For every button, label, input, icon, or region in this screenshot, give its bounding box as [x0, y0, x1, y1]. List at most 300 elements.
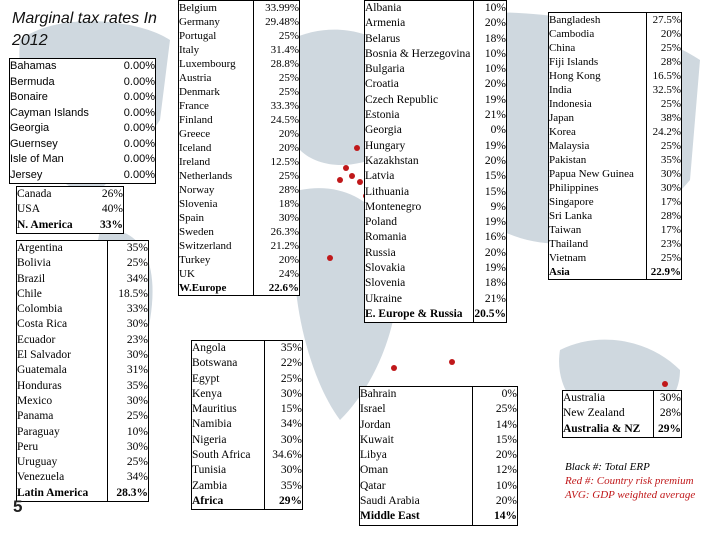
table-row	[360, 448, 517, 463]
country-name: Taiwan	[549, 224, 582, 236]
country-name: Lithuania	[365, 185, 410, 198]
table-row	[17, 394, 148, 409]
tax-rate: 0.00%	[123, 168, 155, 181]
table-row	[10, 75, 155, 91]
table-row	[360, 494, 517, 509]
tax-rate: 27.5%	[646, 13, 681, 27]
country-name: South Africa	[192, 449, 251, 462]
country-name: Hungary	[365, 139, 406, 152]
tax-rate: 28%	[646, 209, 681, 223]
table-row	[365, 108, 506, 123]
legend-country-risk: Red #: Country risk premium	[565, 475, 694, 487]
tax-rate: 29%	[654, 422, 681, 437]
country-name: Argentina	[17, 242, 63, 254]
country-name: Colombia	[17, 303, 63, 316]
table-row	[17, 379, 148, 394]
latin-america-table	[16, 240, 149, 502]
table-row	[179, 113, 299, 127]
tax-rate: 28.8%	[254, 57, 299, 71]
tax-rate: 32.5%	[646, 83, 681, 97]
tax-rate: 25%	[254, 29, 299, 43]
tax-rate: 25%	[646, 139, 681, 153]
tax-rate: 15%	[265, 402, 302, 417]
tax-rate: 33.99%	[254, 1, 299, 15]
country-name: Ukraine	[365, 292, 403, 305]
tax-rate: 34.6%	[265, 448, 302, 463]
marker-dot	[354, 145, 360, 151]
table-row	[549, 13, 681, 27]
table-row	[549, 195, 681, 209]
country-name: Zambia	[192, 479, 228, 492]
table-row	[365, 32, 506, 47]
table-row	[549, 237, 681, 251]
tax-rate: 14%	[473, 509, 517, 524]
country-name: Bolivia	[17, 257, 51, 270]
country-name: Fiji Islands	[549, 56, 599, 68]
tax-rate: 33%	[100, 218, 123, 231]
country-name: Mexico	[17, 394, 53, 407]
tax-rate: 34%	[107, 272, 148, 287]
table-row	[17, 256, 148, 271]
country-name: New Zealand	[563, 407, 625, 420]
table-row	[549, 181, 681, 195]
table-row	[365, 47, 506, 62]
tax-rate: 9%	[473, 200, 506, 215]
country-name: Kenya	[192, 387, 223, 400]
tax-rate: 16%	[473, 230, 506, 245]
tax-rate: 20%	[473, 77, 506, 92]
table-row	[192, 417, 302, 432]
country-name: Mauritius	[192, 403, 237, 416]
country-name: Brazil	[17, 272, 46, 285]
table-row	[17, 409, 148, 424]
tax-rate: 20%	[254, 141, 299, 155]
tax-rate: 30%	[265, 463, 302, 478]
table-row	[192, 356, 302, 371]
table-row	[179, 267, 299, 281]
table-row	[549, 223, 681, 237]
country-name: Malaysia	[549, 140, 590, 152]
marker-dot	[337, 177, 343, 183]
table-row	[365, 185, 506, 200]
western-europe-table	[178, 0, 300, 296]
table-row	[549, 139, 681, 153]
tax-rate: 31.4%	[254, 43, 299, 57]
table-row	[365, 16, 506, 31]
table-row	[17, 287, 148, 302]
table-row	[549, 251, 681, 265]
table-row	[179, 183, 299, 197]
country-name: Bulgaria	[365, 63, 405, 76]
country-name: Sri Lanka	[549, 210, 593, 222]
tax-rate: 0.00%	[123, 91, 155, 103]
table-row	[549, 97, 681, 111]
tax-rate: 14%	[473, 418, 517, 433]
country-name: France	[179, 100, 209, 112]
table-row	[179, 85, 299, 99]
table-row	[179, 239, 299, 253]
table-row	[17, 455, 148, 470]
table-row	[192, 341, 302, 356]
tax-rate: 30%	[646, 181, 681, 195]
table-row	[549, 55, 681, 69]
tax-rate: 0.00%	[123, 137, 155, 150]
table-row	[192, 433, 302, 448]
tax-rate: 22%	[265, 356, 302, 371]
country-name: Namibia	[192, 418, 232, 431]
table-row	[549, 153, 681, 167]
tax-rate: 23%	[107, 333, 148, 348]
tax-rate: 30%	[107, 317, 148, 332]
country-name: Slovenia	[365, 277, 406, 290]
country-name: Montenegro	[365, 200, 422, 213]
country-name: Estonia	[365, 109, 400, 122]
country-name: Czech Republic	[365, 93, 439, 106]
table-row	[10, 137, 155, 153]
country-name: Greece	[179, 128, 211, 140]
tax-rate: 31%	[107, 363, 148, 378]
table-row	[365, 230, 506, 245]
table-row	[365, 261, 506, 276]
table-row	[365, 1, 506, 16]
country-name: Canada	[17, 188, 52, 200]
tax-rate: 0%	[473, 123, 506, 138]
country-name: Latin America	[17, 486, 89, 499]
country-name: Turkey	[179, 254, 211, 266]
country-name: Luxembourg	[179, 58, 236, 70]
table-row	[17, 363, 148, 378]
tax-rate: 35%	[107, 379, 148, 394]
tax-rate: 25%	[646, 41, 681, 55]
table-row	[179, 71, 299, 85]
offshore-table	[9, 58, 156, 184]
country-name: Bahrain	[360, 388, 397, 400]
table-row	[563, 406, 681, 421]
table-row	[10, 106, 155, 122]
table-row	[17, 187, 123, 202]
tax-rate: 17%	[646, 195, 681, 209]
tax-rate: 0.00%	[123, 60, 155, 72]
table-row	[365, 77, 506, 92]
country-name: Ecuador	[17, 333, 56, 346]
tax-rate: 38%	[646, 111, 681, 125]
table-row	[17, 302, 148, 317]
country-name: Cayman Islands	[10, 106, 89, 119]
tax-rate: 30%	[265, 433, 302, 448]
country-name: Austria	[179, 72, 212, 84]
region-summary-row	[179, 281, 299, 295]
tax-rate: 0.00%	[123, 106, 155, 119]
table-row	[549, 41, 681, 55]
africa-table	[191, 340, 303, 510]
country-name: Paraguay	[17, 425, 60, 438]
table-row	[179, 99, 299, 113]
country-name: Bahamas	[10, 60, 57, 72]
table-row	[10, 168, 155, 184]
tax-rate: 20%	[646, 27, 681, 41]
tax-rate: 19%	[473, 215, 506, 230]
country-name: Papua New Guinea	[549, 168, 634, 180]
tax-rate: 12%	[473, 463, 517, 478]
tax-rate: 21%	[473, 108, 506, 123]
table-row	[365, 246, 506, 261]
country-name: Finland	[179, 114, 213, 126]
table-row	[360, 402, 517, 417]
tax-rate: 20.5%	[473, 307, 506, 322]
country-name: Honduras	[17, 379, 62, 392]
table-row	[17, 333, 148, 348]
north-america-table	[16, 186, 124, 234]
tax-rate: 18%	[254, 197, 299, 211]
table-row	[563, 391, 681, 406]
table-row	[192, 372, 302, 387]
tax-rate: 25%	[254, 85, 299, 99]
country-name: Tunisia	[192, 464, 227, 477]
legend-total-erp: Black #: Total ERP	[565, 461, 650, 473]
country-name: Bermuda	[10, 75, 55, 88]
tax-rate: 20%	[473, 448, 517, 463]
country-name: Denmark	[179, 86, 220, 98]
table-row	[17, 241, 148, 256]
tax-rate: 24%	[254, 267, 299, 281]
country-name: Saudi Arabia	[360, 495, 420, 508]
country-name: Spain	[179, 212, 205, 224]
table-row	[360, 479, 517, 494]
tax-rate: 35%	[646, 153, 681, 167]
table-row	[365, 139, 506, 154]
tax-rate: 21%	[473, 292, 506, 307]
tax-rate: 0.00%	[123, 122, 155, 134]
tax-rate: 0.00%	[123, 153, 155, 165]
tax-rate: 25%	[646, 251, 681, 265]
table-row	[179, 253, 299, 267]
table-row	[17, 348, 148, 363]
tax-rate: 25%	[254, 169, 299, 183]
country-name: Qatar	[360, 479, 386, 492]
tax-rate: 26.3%	[254, 225, 299, 239]
country-name: Libya	[360, 449, 387, 462]
table-row	[192, 387, 302, 402]
table-row	[360, 387, 517, 402]
table-row	[365, 154, 506, 169]
country-name: Egypt	[192, 372, 220, 385]
country-name: Australia	[563, 392, 606, 404]
country-name: Slovenia	[179, 198, 218, 210]
table-row	[179, 127, 299, 141]
country-name: Jersey	[10, 168, 43, 181]
table-row	[192, 479, 302, 494]
table-row	[365, 215, 506, 230]
table-row	[549, 27, 681, 41]
country-name: Venezuela	[17, 471, 65, 484]
marker-dot	[357, 179, 363, 185]
table-row	[360, 418, 517, 433]
tax-rate: 19%	[473, 261, 506, 276]
country-name: Philippines	[549, 182, 599, 194]
tax-rate: 24.2%	[646, 125, 681, 139]
tax-rate: 29%	[265, 494, 302, 509]
tax-rate: 25%	[646, 97, 681, 111]
country-name: UK	[179, 268, 195, 280]
asia-table	[548, 12, 682, 280]
tax-rate: 30%	[654, 391, 681, 406]
table-row	[365, 169, 506, 184]
table-row	[192, 402, 302, 417]
country-name: Jordan	[360, 418, 391, 431]
table-row	[10, 152, 155, 168]
page-number: 5	[13, 497, 23, 516]
tax-rate: 29.48%	[254, 15, 299, 29]
tax-rate: 28%	[654, 406, 681, 421]
table-row	[365, 62, 506, 77]
table-row	[179, 141, 299, 155]
tax-rate: 10%	[107, 425, 148, 440]
table-row	[549, 83, 681, 97]
tax-rate: 0%	[473, 387, 517, 402]
table-row	[549, 125, 681, 139]
country-name: USA	[17, 203, 41, 216]
table-row	[179, 225, 299, 239]
country-name: Asia	[549, 266, 570, 278]
tax-rate: 35%	[107, 241, 148, 256]
country-name: Italy	[179, 44, 200, 56]
table-row	[365, 276, 506, 291]
marker-dot	[349, 173, 355, 179]
country-name: Singapore	[549, 196, 594, 208]
country-name: Israel	[360, 403, 386, 416]
region-summary-row	[563, 422, 681, 437]
country-name: N. America	[17, 218, 73, 231]
country-name: Switzerland	[179, 240, 232, 252]
country-name: Romania	[365, 231, 407, 244]
table-row	[179, 57, 299, 71]
table-row	[179, 197, 299, 211]
tax-rate: 20%	[473, 16, 506, 31]
country-name: Belarus	[365, 32, 401, 45]
country-name: Uruguay	[17, 456, 58, 469]
tax-rate: 12.5%	[254, 155, 299, 169]
table-row	[10, 90, 155, 106]
country-name: Portugal	[179, 30, 217, 42]
tax-rate: 30%	[107, 440, 148, 455]
country-name: Nigeria	[192, 433, 227, 446]
country-name: Middle East	[360, 510, 420, 523]
country-name: Netherlands	[179, 170, 233, 182]
table-row	[17, 317, 148, 332]
tax-rate: 10%	[473, 479, 517, 494]
eastern-europe-table	[364, 0, 507, 323]
table-row	[549, 111, 681, 125]
tax-rate: 26%	[101, 188, 123, 200]
tax-rate: 20%	[254, 127, 299, 141]
country-name: Angola	[192, 342, 226, 354]
table-row	[360, 433, 517, 448]
country-name: Pakistan	[549, 154, 587, 166]
region-summary-row	[17, 218, 123, 233]
tax-rate: 15%	[473, 185, 506, 200]
country-name: Kazakhstan	[365, 154, 419, 167]
table-row	[179, 155, 299, 169]
tax-rate: 22.9%	[646, 265, 681, 279]
table-row	[17, 202, 123, 217]
country-name: Thailand	[549, 238, 589, 250]
country-name: Albania	[365, 2, 402, 14]
tax-rate: 20%	[473, 494, 517, 509]
tax-rate: 28%	[254, 183, 299, 197]
country-name: Belgium	[179, 2, 217, 14]
country-name: India	[549, 84, 572, 96]
tax-rate: 35%	[265, 479, 302, 494]
country-name: Hong Kong	[549, 70, 601, 82]
tax-rate: 34%	[107, 470, 148, 485]
tax-rate: 30%	[107, 348, 148, 363]
table-row	[179, 43, 299, 57]
country-name: Norway	[179, 184, 215, 196]
tax-rate: 34%	[265, 417, 302, 432]
region-summary-row	[192, 494, 302, 509]
country-name: Georgia	[10, 122, 50, 134]
tax-rate: 10%	[473, 62, 506, 77]
table-row	[17, 425, 148, 440]
oceania-table	[562, 390, 682, 438]
country-name: Costa Rica	[17, 318, 68, 331]
tax-rate: 10%	[473, 1, 506, 16]
tax-rate: 25%	[254, 71, 299, 85]
country-name: El Salvador	[17, 349, 71, 362]
country-name: Chile	[17, 287, 42, 300]
region-summary-row	[360, 509, 517, 524]
table-row	[549, 167, 681, 181]
country-name: Armenia	[365, 17, 406, 30]
tax-rate: 40%	[101, 203, 123, 216]
country-name: Croatia	[365, 78, 399, 91]
tax-rate: 33%	[107, 302, 148, 317]
country-name: Poland	[365, 216, 397, 229]
country-name: Sweden	[179, 226, 214, 238]
country-name: Ireland	[179, 156, 211, 168]
marker-dot	[662, 381, 668, 387]
tax-rate: 0.00%	[123, 75, 155, 88]
country-name: Germany	[179, 16, 220, 28]
country-name: Iceland	[179, 142, 212, 154]
tax-rate: 20%	[254, 253, 299, 267]
country-name: Indonesia	[549, 98, 592, 110]
table-row	[17, 440, 148, 455]
tax-rate: 19%	[473, 93, 506, 108]
tax-rate: 28%	[646, 55, 681, 69]
tax-rate: 18.5%	[107, 287, 148, 302]
table-row	[365, 292, 506, 307]
country-name: Russia	[365, 246, 396, 259]
country-name: E. Europe & Russia	[365, 307, 463, 320]
middle-east-table	[359, 386, 518, 526]
table-row	[10, 121, 155, 137]
tax-rate: 18%	[473, 32, 506, 47]
table-row	[179, 169, 299, 183]
tax-rate: 25%	[107, 409, 148, 424]
country-name: Oman	[360, 464, 389, 477]
tax-rate: 20%	[473, 246, 506, 261]
tax-rate: 25%	[473, 402, 517, 417]
tax-rate: 25%	[107, 256, 148, 271]
tax-rate: 15%	[473, 433, 517, 448]
country-name: China	[549, 42, 576, 54]
tax-rate: 30%	[107, 394, 148, 409]
tax-rate: 19%	[473, 139, 506, 154]
country-name: Australia & NZ	[563, 422, 641, 435]
country-name: Korea	[549, 126, 576, 138]
tax-rate: 25%	[107, 455, 148, 470]
